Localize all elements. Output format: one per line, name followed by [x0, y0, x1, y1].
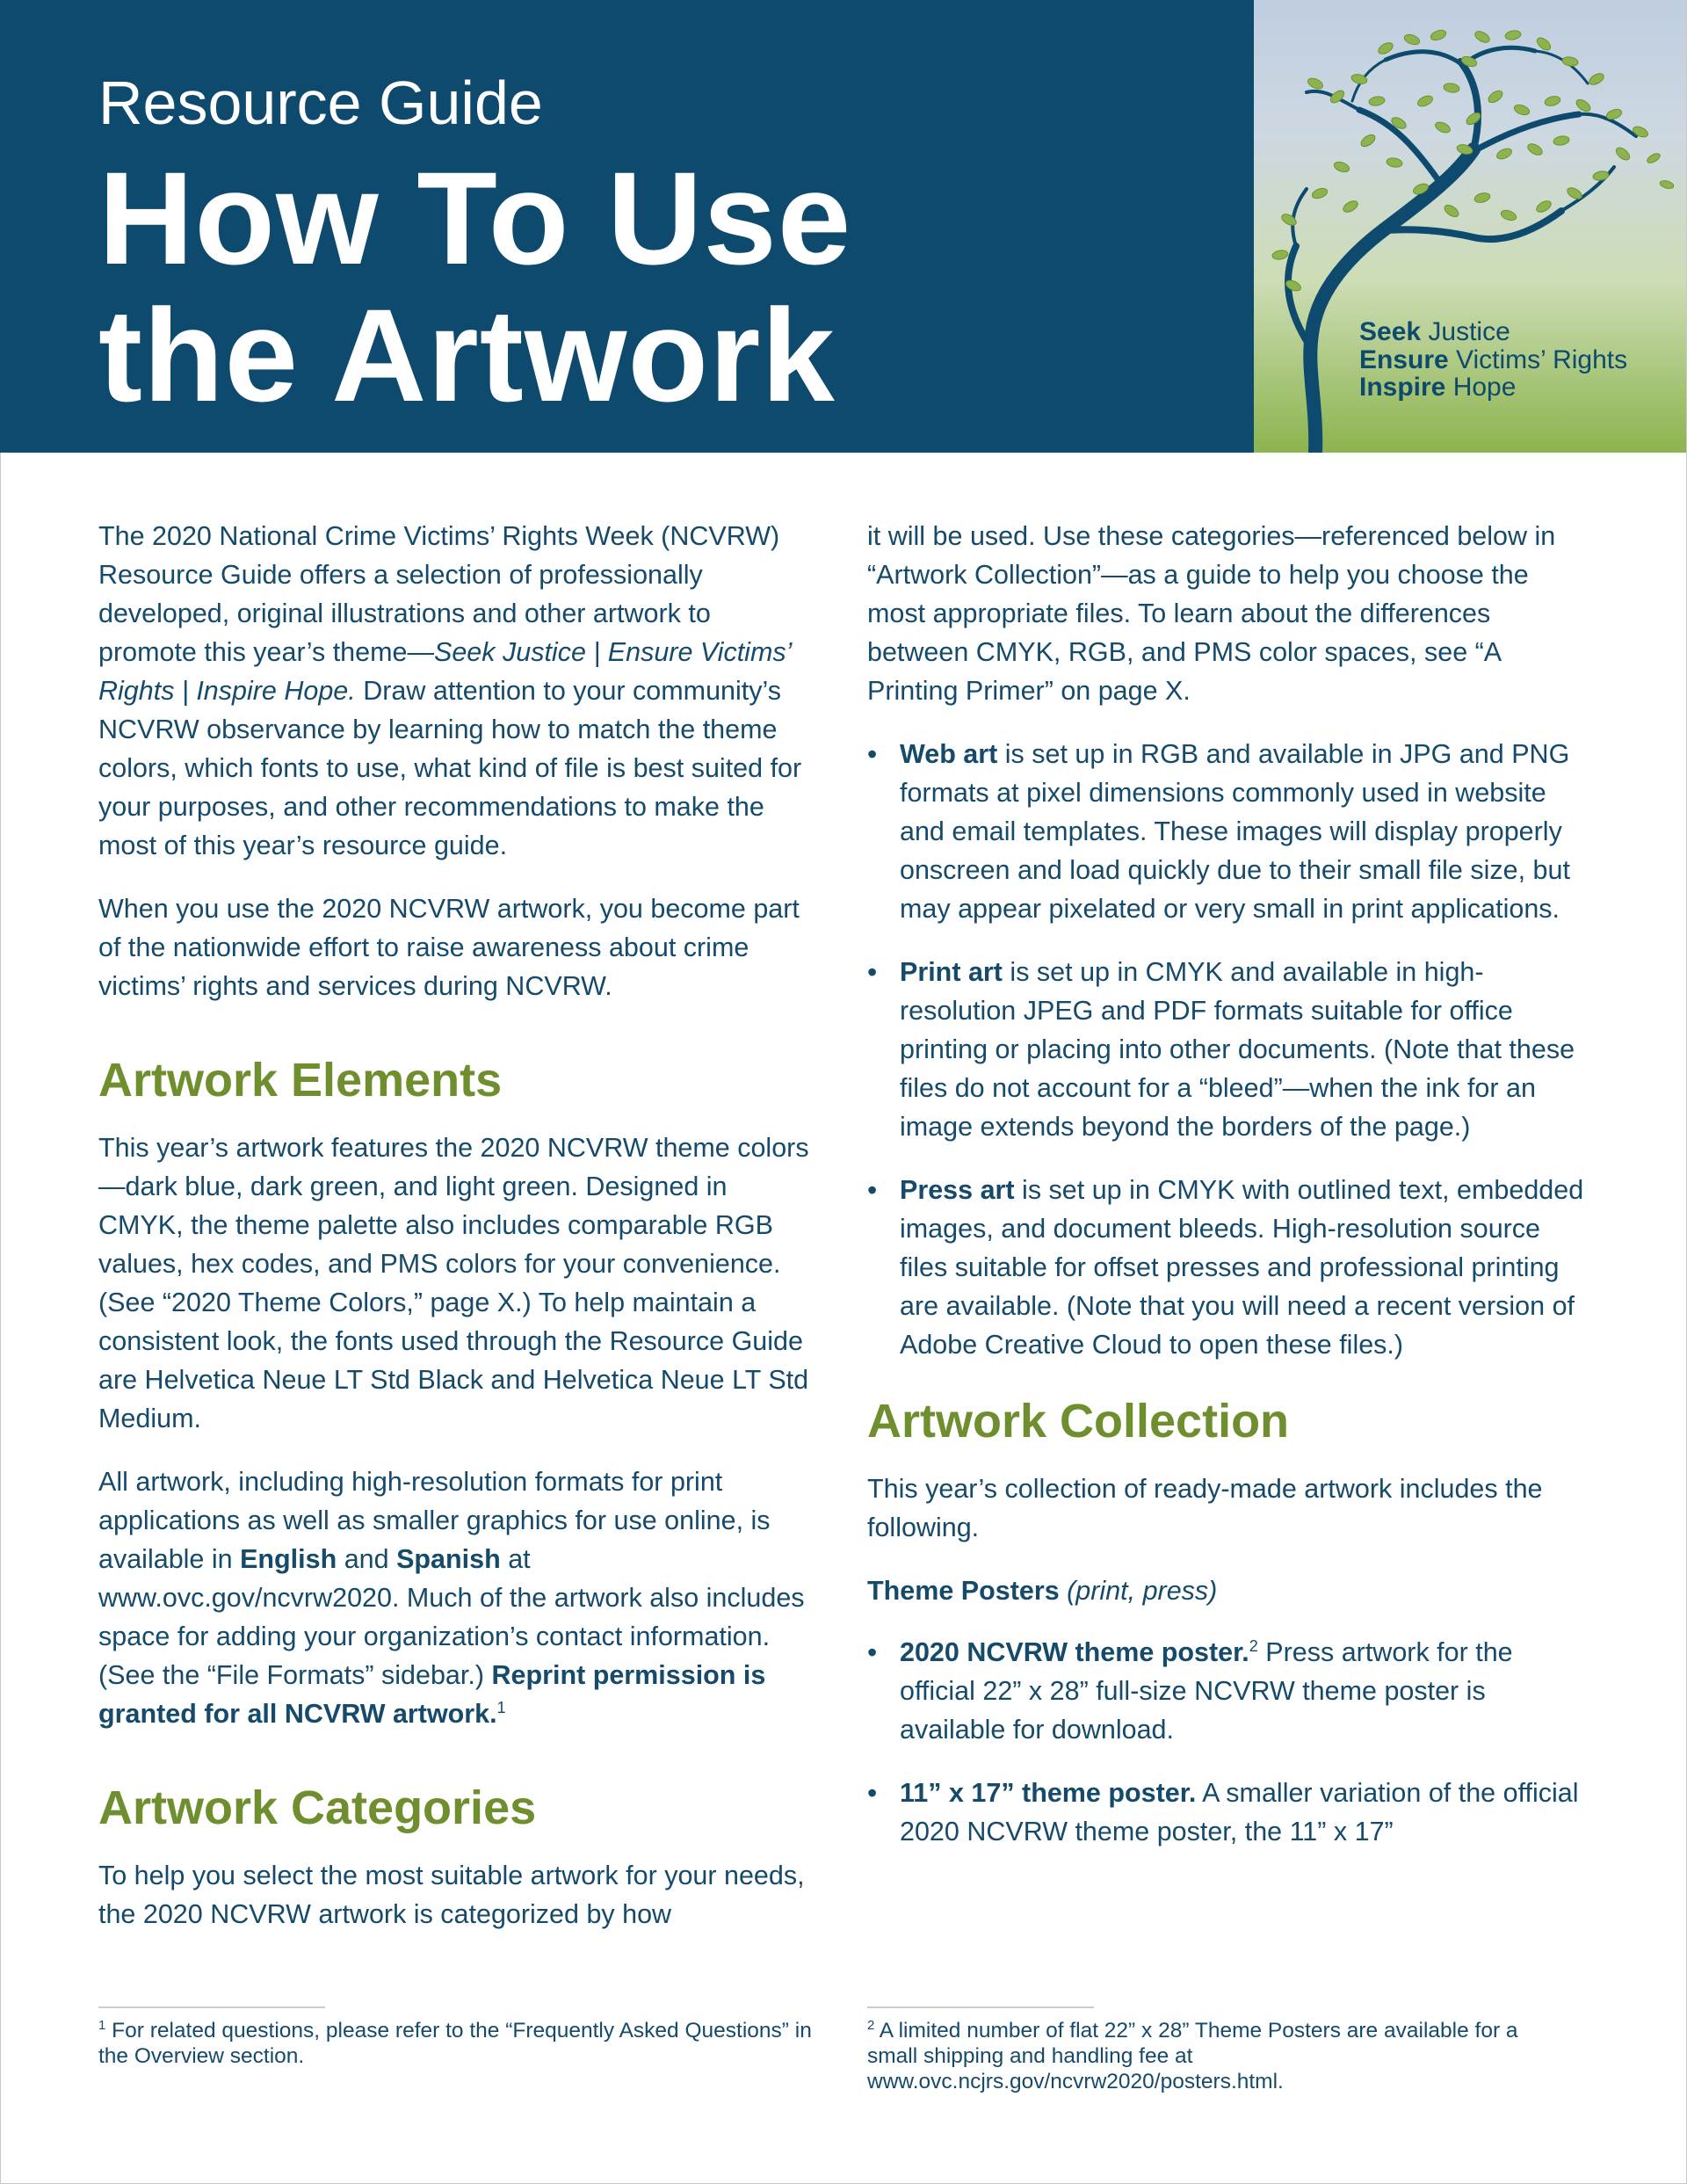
- tagline-line: Seek Justice: [1359, 317, 1510, 346]
- poster-list: [867, 1633, 1588, 1851]
- header-kicker: Resource Guide: [98, 69, 543, 137]
- category-list: [867, 735, 1588, 1364]
- categories-paragraph: To help you select the most suitable artwork for your needs, the 2020 NCVRW artwork is categorized by how: [98, 1861, 805, 1930]
- theme-tagline: [1359, 318, 1627, 402]
- heading-artwork-elements: Artwork Elements: [98, 1054, 503, 1107]
- footnote-2: $^2$ A limited number of flat 22” x 28” Theme Posters are available for a small shipping and handling fee at www.ovc.ncjrs.gov/ncvrw2020/posters.html.: [867, 2017, 1518, 2093]
- footnote-1: $^1$ For related questions, please refer to the “Frequently Asked Questions” in the Overview section.: [98, 2017, 812, 2068]
- heading-artwork-categories: Artwork Categories: [98, 1781, 537, 1835]
- awareness-paragraph: When you use the 2020 NCVRW artwork, you become part of the nationwide effort to raise awareness about crime victims’ rights and services during NCVRW.: [98, 894, 800, 1001]
- list-item: • 2020 NCVRW theme poster.$^2$ Press artwork for the official 22” x 28” full-size NCVRW theme poster is available for download.: [867, 1633, 1588, 1749]
- footnote-divider: [867, 2006, 1094, 2008]
- footnote-ref: 2: [1249, 1636, 1258, 1655]
- heading-artwork-collection: Artwork Collection: [867, 1395, 1290, 1448]
- list-item: • Web art is set up in RGB and available in JPG and PNG formats at pixel dimensions commonly used in website and email templates. These images will display properly onscreen and load quickly due to their small file size, but may appear pixelated or very small in print applications.: [867, 735, 1588, 928]
- collection-paragraph: This year’s collection of ready-made artwork includes the following.: [867, 1474, 1543, 1543]
- intro-paragraph: The 2020 National Crime Victims’ Rights Week (NCVRW) Resource Guide offers a selection of professionally developed, original illustrations and other artwork to promote this year’s theme—Seek Justice | Ensure Victims’ Rights | Inspire Hope. Draw attention to your community’s NCVRW observance by learning how to match the theme colors, which fonts to use, what kind of file is best suited for your purposes, and other recommendations to make the most of this year’s resource guide.: [98, 521, 802, 860]
- footnote-divider: [98, 2006, 325, 2008]
- categories-continued-paragraph: it will be used. Use these categories—referenced below in “Artwork Collection”—as a guide to help you choose the most appropriate files. To learn about the differences between CMYK, RGB, and PMS color spaces, see “A Printing Primer” on page X.: [867, 521, 1556, 706]
- tagline-line: Ensure Victims’ Rights: [1359, 345, 1628, 374]
- page-title: [98, 144, 852, 429]
- left-column: [98, 517, 810, 1958]
- right-column: [867, 517, 1588, 1876]
- title-line-2: the Artwork: [98, 281, 836, 429]
- tagline-line: Inspire Hope: [1359, 373, 1517, 402]
- list-item: • 11” x 17” theme poster. A smaller variation of the official 2020 NCVRW theme poster, the 11” x 17”: [867, 1774, 1588, 1851]
- footnote-ref: 1: [496, 1698, 506, 1716]
- availability-paragraph: All artwork, including high-resolution formats for print applications as well as smaller graphics for use online, is available in English and Spanish at www.ovc.gov/ncvrw2020. Much of the artwork also includes space for adding your organization’s contact information. (See the “File Formats” sidebar.) Reprint permission is granted for all NCVRW artwork.$^1$: [98, 1467, 805, 1730]
- list-item: • Print art is set up in CMYK and available in high-resolution JPEG and PDF formats suitable for office printing or placing into other documents. (Note that these files do not account for a “bleed”—when the ink for an image extends beyond the borders of the page.): [867, 953, 1588, 1146]
- elements-paragraph: This year’s artwork features the 2020 NCVRW theme colors—dark blue, dark green, and light green. Designed in CMYK, the theme palette also includes comparable RGB values, hex codes, and PMS colors for your convenience. (See “2020 Theme Colors,” page X.) To help maintain a consistent look, the fonts used through the Resource Guide are Helvetica Neue LT Std Black and Helvetica Neue LT Std Medium.: [98, 1133, 809, 1434]
- header-banner: [0, 0, 1254, 453]
- title-line-1: How To Use: [98, 144, 852, 292]
- subheading-theme-posters: Theme Posters (print, press): [867, 1576, 1218, 1607]
- theme-logo: [1254, 0, 1686, 453]
- list-item: • Press art is set up in CMYK with outlined text, embedded images, and document bleeds. High-resolution source files suitable for offset presses and professional printing are available. (Note that you will need a recent version of Adobe Creative Cloud to open these files.): [867, 1171, 1588, 1364]
